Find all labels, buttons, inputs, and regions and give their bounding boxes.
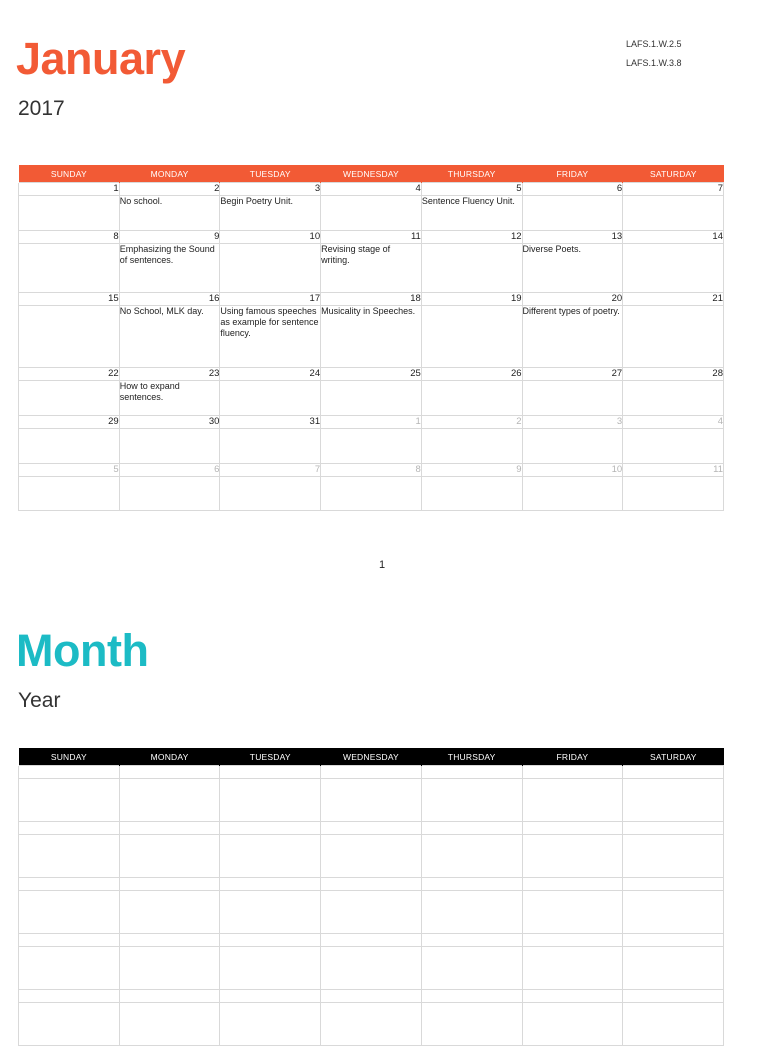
weekday-header: WEDNESDAY <box>321 748 422 766</box>
week-notes-row <box>19 1003 724 1046</box>
day-number-cell <box>119 822 220 835</box>
day-number: 1 <box>321 416 422 429</box>
week-date-row <box>19 464 724 477</box>
day-number: 18 <box>321 293 422 306</box>
day-note[interactable] <box>522 429 623 464</box>
day-number-cell <box>623 878 724 891</box>
day-note-cell[interactable] <box>421 947 522 990</box>
week-notes-row <box>19 947 724 990</box>
day-note-cell[interactable] <box>119 835 220 878</box>
weekday-header: SATURDAY <box>623 748 724 766</box>
day-number-cell <box>321 990 422 1003</box>
day-number-cell <box>421 990 522 1003</box>
day-note-cell[interactable] <box>19 1003 120 1046</box>
day-number-cell <box>623 766 724 779</box>
day-number: 10 <box>522 464 623 477</box>
day-note[interactable]: Different types of poetry. <box>522 306 623 368</box>
day-number-cell <box>220 878 321 891</box>
day-number-cell <box>19 878 120 891</box>
day-number: 16 <box>119 293 220 306</box>
day-note[interactable] <box>19 244 120 293</box>
day-note[interactable] <box>19 381 120 416</box>
day-number-cell <box>19 990 120 1003</box>
day-note[interactable] <box>321 477 422 511</box>
day-note[interactable] <box>19 429 120 464</box>
day-number: 13 <box>522 231 623 244</box>
day-note-cell[interactable] <box>19 891 120 934</box>
day-note[interactable]: Sentence Fluency Unit. <box>421 196 522 231</box>
day-note[interactable] <box>421 429 522 464</box>
day-number: 10 <box>220 231 321 244</box>
day-number-cell <box>220 822 321 835</box>
day-number: 7 <box>623 183 724 196</box>
day-note-cell[interactable] <box>421 1003 522 1046</box>
day-number-cell <box>522 766 623 779</box>
day-note[interactable] <box>522 477 623 511</box>
day-note[interactable] <box>220 477 321 511</box>
day-note[interactable] <box>623 196 724 231</box>
day-note-cell[interactable] <box>119 779 220 822</box>
day-number: 31 <box>220 416 321 429</box>
day-number-cell <box>522 934 623 947</box>
week-date-row <box>19 231 724 244</box>
week-date-row <box>19 878 724 891</box>
week-date-row <box>19 822 724 835</box>
day-number-cell <box>421 934 522 947</box>
day-number-cell <box>220 766 321 779</box>
month-title: January <box>16 33 186 84</box>
day-note[interactable]: Musicality in Speeches. <box>321 306 422 368</box>
day-note-cell[interactable] <box>220 1003 321 1046</box>
day-number-cell <box>623 822 724 835</box>
day-note[interactable]: Begin Poetry Unit. <box>220 196 321 231</box>
weekday-header: THURSDAY <box>421 748 522 766</box>
day-note[interactable]: How to expand sentences. <box>119 381 220 416</box>
day-number: 6 <box>522 183 623 196</box>
day-number: 6 <box>119 464 220 477</box>
day-note[interactable] <box>522 381 623 416</box>
day-note-cell[interactable] <box>119 947 220 990</box>
day-note-cell[interactable] <box>119 891 220 934</box>
week-notes-row <box>19 244 724 293</box>
weekday-header: SUNDAY <box>19 165 120 183</box>
day-note-cell[interactable] <box>19 947 120 990</box>
day-number: 12 <box>421 231 522 244</box>
day-number: 15 <box>19 293 120 306</box>
day-number-cell <box>19 822 120 835</box>
day-number: 23 <box>119 368 220 381</box>
day-note-cell[interactable] <box>522 1003 623 1046</box>
week-notes-row <box>19 891 724 934</box>
week-notes-row <box>19 381 724 416</box>
day-number-cell <box>19 766 120 779</box>
day-note[interactable] <box>421 306 522 368</box>
day-number: 21 <box>623 293 724 306</box>
day-number: 9 <box>421 464 522 477</box>
standard-code: LAFS.1.W.2.5 <box>626 39 682 49</box>
day-note-cell[interactable] <box>522 891 623 934</box>
day-note-cell[interactable] <box>119 1003 220 1046</box>
day-number-cell <box>421 878 522 891</box>
day-note-cell[interactable] <box>623 779 724 822</box>
day-number: 20 <box>522 293 623 306</box>
day-note-cell[interactable] <box>623 891 724 934</box>
day-note-cell[interactable] <box>522 947 623 990</box>
day-note[interactable] <box>623 477 724 511</box>
day-number: 1 <box>19 183 120 196</box>
day-note-cell[interactable] <box>623 947 724 990</box>
weekday-header: WEDNESDAY <box>321 165 422 183</box>
day-number: 4 <box>623 416 724 429</box>
day-number: 5 <box>421 183 522 196</box>
day-number-cell <box>119 878 220 891</box>
day-note[interactable]: Emphasizing the Sound of sentences. <box>119 244 220 293</box>
day-number: 19 <box>421 293 522 306</box>
week-notes-row <box>19 196 724 231</box>
day-note-cell[interactable] <box>421 779 522 822</box>
day-note-cell[interactable] <box>220 947 321 990</box>
week-date-row <box>19 990 724 1003</box>
day-note[interactable] <box>321 196 422 231</box>
blank-calendar-grid <box>18 748 724 1046</box>
day-note-cell[interactable] <box>522 835 623 878</box>
standards-list <box>626 38 682 76</box>
day-note-cell[interactable] <box>321 947 422 990</box>
year-label: 2017 <box>18 97 65 120</box>
day-note-cell[interactable] <box>321 835 422 878</box>
day-note-cell[interactable] <box>321 779 422 822</box>
day-number: 7 <box>220 464 321 477</box>
day-number-cell <box>623 934 724 947</box>
day-note[interactable] <box>220 244 321 293</box>
day-number-cell <box>522 990 623 1003</box>
day-number-cell <box>623 990 724 1003</box>
day-note[interactable]: No school. <box>119 196 220 231</box>
day-note[interactable]: Revising stage of writing. <box>321 244 422 293</box>
day-note-cell[interactable] <box>623 835 724 878</box>
day-note[interactable] <box>421 381 522 416</box>
week-notes-row <box>19 779 724 822</box>
day-note[interactable] <box>19 477 120 511</box>
day-number-cell <box>522 878 623 891</box>
day-number: 8 <box>19 231 120 244</box>
january-weeks <box>19 183 724 511</box>
day-number: 8 <box>321 464 422 477</box>
day-number: 5 <box>19 464 120 477</box>
week-notes-row <box>19 306 724 368</box>
day-number: 22 <box>19 368 120 381</box>
blank-weeks <box>19 766 724 1046</box>
day-note[interactable] <box>19 196 120 231</box>
day-note-cell[interactable] <box>220 779 321 822</box>
day-number: 2 <box>119 183 220 196</box>
page-number: 1 <box>379 559 386 571</box>
day-number-cell <box>119 766 220 779</box>
day-number: 27 <box>522 368 623 381</box>
day-note[interactable] <box>421 477 522 511</box>
day-number-cell <box>321 766 422 779</box>
day-number: 30 <box>119 416 220 429</box>
day-note-cell[interactable] <box>220 835 321 878</box>
weekday-header: THURSDAY <box>421 165 522 183</box>
week-date-row <box>19 368 724 381</box>
day-number: 24 <box>220 368 321 381</box>
day-number-cell <box>19 934 120 947</box>
weekday-header: FRIDAY <box>522 165 623 183</box>
day-note[interactable] <box>119 429 220 464</box>
day-note[interactable] <box>220 429 321 464</box>
week-date-row <box>19 766 724 779</box>
day-note[interactable] <box>220 381 321 416</box>
standard-code: LAFS.1.W.3.8 <box>626 58 682 68</box>
day-number-cell <box>321 878 422 891</box>
day-number: 14 <box>623 231 724 244</box>
day-number: 17 <box>220 293 321 306</box>
day-number: 26 <box>421 368 522 381</box>
day-number: 9 <box>119 231 220 244</box>
week-date-row <box>19 183 724 196</box>
january-calendar-grid <box>18 165 724 511</box>
day-note[interactable]: Using famous speeches as example for sentence fluency. <box>220 306 321 368</box>
month-placeholder-title: Month <box>16 625 149 676</box>
weekday-header: SATURDAY <box>623 165 724 183</box>
day-note[interactable]: Diverse Poets. <box>522 244 623 293</box>
weekday-header-row <box>19 748 724 766</box>
weekday-header: MONDAY <box>119 165 220 183</box>
week-date-row <box>19 416 724 429</box>
day-number-cell <box>321 822 422 835</box>
day-number: 11 <box>623 464 724 477</box>
day-number: 29 <box>19 416 120 429</box>
day-note[interactable] <box>119 477 220 511</box>
day-note[interactable] <box>19 306 120 368</box>
day-note[interactable] <box>321 429 422 464</box>
day-note-cell[interactable] <box>321 1003 422 1046</box>
day-number-cell <box>321 934 422 947</box>
week-date-row <box>19 934 724 947</box>
day-number: 2 <box>421 416 522 429</box>
weekday-header-row <box>19 165 724 183</box>
day-number: 3 <box>220 183 321 196</box>
day-number: 25 <box>321 368 422 381</box>
day-note[interactable] <box>321 381 422 416</box>
week-notes-row <box>19 477 724 511</box>
day-number: 28 <box>623 368 724 381</box>
weekday-header: TUESDAY <box>220 748 321 766</box>
day-number-cell <box>119 990 220 1003</box>
weekday-header: MONDAY <box>119 748 220 766</box>
year-placeholder-label: Year <box>18 689 61 712</box>
week-date-row <box>19 293 724 306</box>
day-number-cell <box>220 934 321 947</box>
day-note-cell[interactable] <box>19 779 120 822</box>
day-number-cell <box>522 822 623 835</box>
day-note-cell[interactable] <box>220 891 321 934</box>
day-number-cell <box>119 934 220 947</box>
day-note[interactable] <box>623 381 724 416</box>
week-notes-row <box>19 835 724 878</box>
day-note-cell[interactable] <box>421 835 522 878</box>
day-note-cell[interactable] <box>522 779 623 822</box>
day-number-cell <box>220 990 321 1003</box>
day-note[interactable] <box>522 196 623 231</box>
week-notes-row <box>19 429 724 464</box>
weekday-header: TUESDAY <box>220 165 321 183</box>
day-note-cell[interactable] <box>321 891 422 934</box>
day-note[interactable] <box>623 244 724 293</box>
day-note[interactable] <box>623 306 724 368</box>
day-note-cell[interactable] <box>421 891 522 934</box>
day-note-cell[interactable] <box>19 835 120 878</box>
day-note-cell[interactable] <box>623 1003 724 1046</box>
day-number-cell <box>421 766 522 779</box>
day-note[interactable]: No School, MLK day. <box>119 306 220 368</box>
day-number-cell <box>421 822 522 835</box>
weekday-header: FRIDAY <box>522 748 623 766</box>
weekday-header: SUNDAY <box>19 748 120 766</box>
day-note[interactable] <box>623 429 724 464</box>
day-number: 4 <box>321 183 422 196</box>
day-note[interactable] <box>421 244 522 293</box>
day-number: 3 <box>522 416 623 429</box>
day-number: 11 <box>321 231 422 244</box>
